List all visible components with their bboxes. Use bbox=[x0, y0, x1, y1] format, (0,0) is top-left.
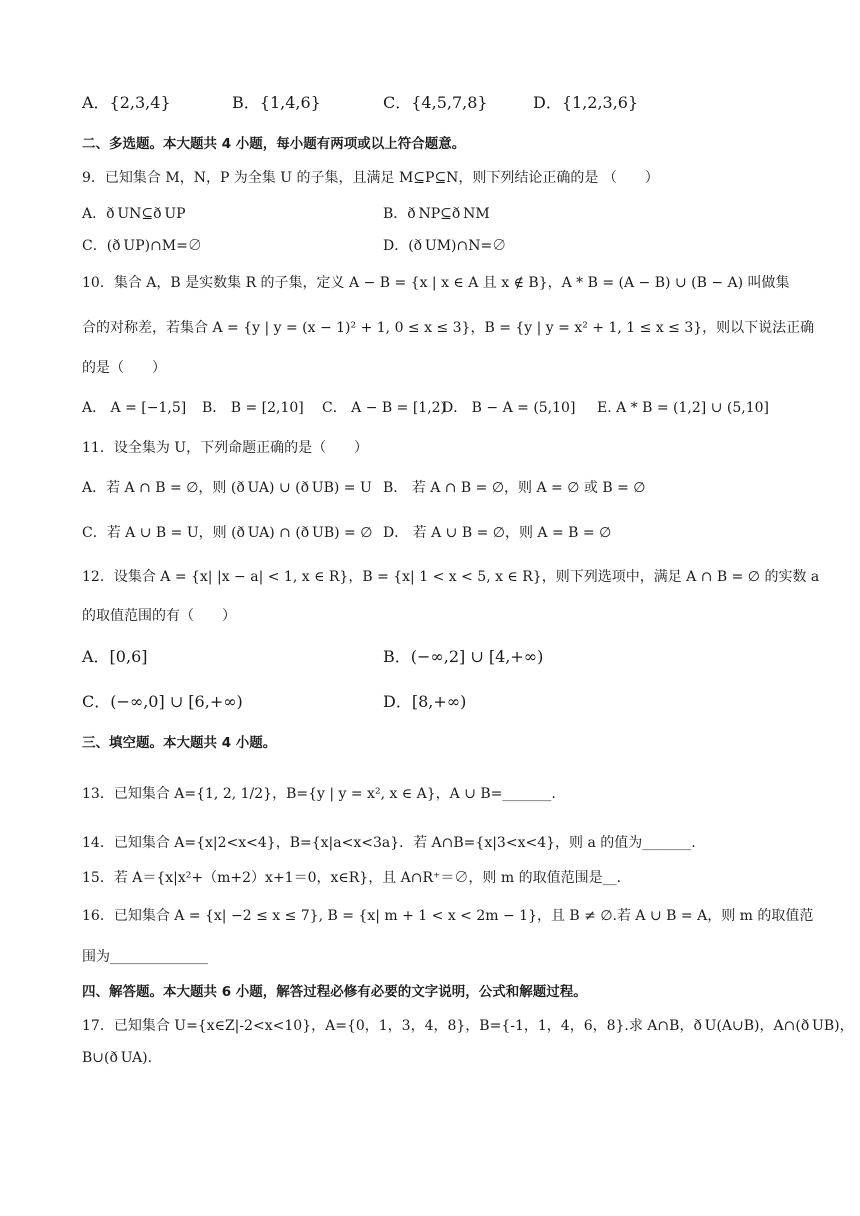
q11-option-c: C．若 A ∪ B = U，则 (ð UA) ∩ (ð UB) = ∅ bbox=[82, 525, 373, 541]
q12-option-a: A．[0,6] bbox=[82, 647, 148, 666]
q8-option-b: B．{1,4,6} bbox=[232, 93, 321, 112]
q11-option-b: B． 若 A ∩ B = ∅，则 A = ∅ 或 B = ∅ bbox=[383, 480, 646, 496]
q12-option-b: B．(−∞,2] ∪ [4,+∞) bbox=[383, 647, 544, 666]
q8-option-d: D．{1,2,3,6} bbox=[533, 93, 639, 112]
q10-option-d: D． B − A = (5,10] bbox=[442, 400, 576, 416]
q10-option-c: C． A − B = [1,2) bbox=[322, 400, 447, 416]
q8-option-c: C．{4,5,7,8} bbox=[383, 93, 488, 112]
q10-option-e: E. A * B = (1,2] ∪ (5,10] bbox=[597, 400, 769, 416]
q9-stem: 9．已知集合 M，N，P 为全集 U 的子集，且满足 M⊆P⊆N，则下列结论正确的是 （ ） bbox=[82, 170, 659, 186]
q12-option-c: C．(−∞,0] ∪ [6,+∞) bbox=[82, 692, 243, 711]
q16-stem-line1: 16．已知集合 A = {x| −2 ≤ x ≤ 7}, B = {x| m + 1 < x < 2m − 1}，且 B ≠ ∅.若 A ∪ B = A，则 m 的取值范 bbox=[82, 908, 814, 924]
q12-stem-line2: 的取值范围的有（ ） bbox=[82, 608, 236, 624]
q15-stem: 15．若 A＝{x|x²+（m+2）x+1＝0，x∈R}，且 A∩R⁺＝∅，则 m 的取值范围是__. bbox=[82, 870, 622, 886]
q11-option-a: A．若 A ∩ B = ∅，则 (ð UA) ∪ (ð UB) = U bbox=[82, 480, 372, 496]
q9-option-c: C．(ð UP)∩M=∅ bbox=[82, 238, 202, 254]
q8-option-a: A．{2,3,4} bbox=[82, 93, 171, 112]
q10-stem-line1: 10．集合 A，B 是实数集 R 的子集，定义 A − B = {x | x ∈ A 且 x ∉ B}，A * B = (A − B) ∪ (B − A) 叫做集 bbox=[82, 275, 790, 291]
q16-stem-line2: 围为______________ bbox=[82, 949, 208, 965]
q13-stem: 13．已知集合 A={1, 2, 1/2}，B={y | y = x², x ∈ A}，A ∪ B=_______. bbox=[82, 786, 556, 802]
q10-option-a: A． A = [−1,5] bbox=[82, 400, 187, 416]
q12-stem-line1: 12．设集合 A = {x| |x − a| < 1, x ∈ R}，B = {x| 1 < x < 5, x ∈ R}，则下列选项中，满足 A ∩ B = ∅ 的实数 a bbox=[82, 569, 820, 585]
q17-stem-line2: B∪(ð UA). bbox=[82, 1050, 153, 1066]
q10-option-b: B． B = [2,10] bbox=[202, 400, 304, 416]
q9-option-b: B．ð NP⊆ð NM bbox=[383, 206, 490, 222]
q11-option-d: D． 若 A ∪ B = ∅，则 A = B = ∅ bbox=[383, 525, 612, 541]
section-heading-multiple-choice: 二、多选题。本大题共 4 小题，每小题有两项或以上符合题意。 bbox=[82, 136, 466, 152]
q17-stem-line1: 17．已知集合 U={x∈Z|-2<x<10}，A={0，1，3，4，8}，B={-1，1，4，6，8}.求 A∩B，ð U(A∪B)，A∩(ð UB)， bbox=[82, 1018, 854, 1034]
q11-stem: 11．设全集为 U，下列命题正确的是（ ） bbox=[82, 440, 369, 456]
section-heading-fill-in: 三、填空题。本大题共 4 小题。 bbox=[82, 735, 277, 751]
q12-option-d: D．[8,+∞) bbox=[383, 692, 467, 711]
q10-stem-line2: 合的对称差，若集合 A = {y | y = (x − 1)² + 1, 0 ≤ x ≤ 3}，B = {y | y = x² + 1, 1 ≤ x ≤ 3}，则以下说法正确 bbox=[82, 320, 815, 336]
q14-stem: 14．已知集合 A={x|2<x<4}，B={x|a<x<3a}．若 A∩B={x|3<x<4}，则 a 的值为_______. bbox=[82, 835, 696, 851]
section-heading-solution: 四、解答题。本大题共 6 小题，解答过程必修有必要的文字说明，公式和解题过程。 bbox=[82, 984, 587, 1000]
q10-stem-line3: 的是（ ） bbox=[82, 360, 166, 376]
q9-option-a: A．ð UN⊆ð UP bbox=[82, 206, 186, 222]
q9-option-d: D．(ð UM)∩N=∅ bbox=[383, 238, 507, 254]
